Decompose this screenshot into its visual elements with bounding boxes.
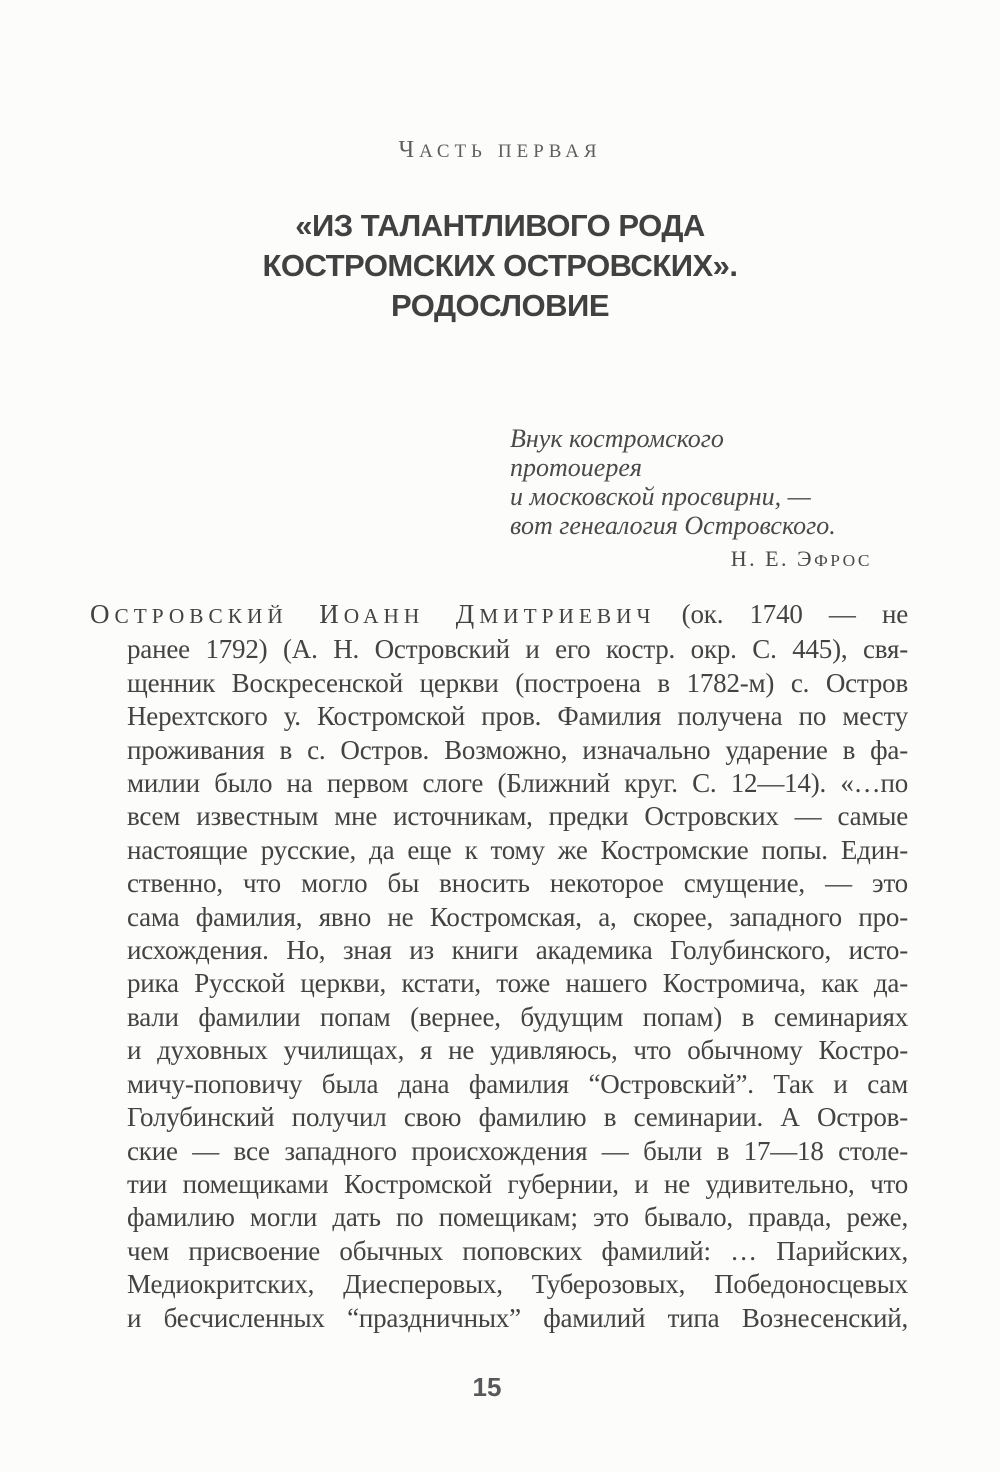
body-line: милии было на первом слоге (Ближний круг. С. 12—14). «…по <box>127 768 908 799</box>
epigraph-line: и московской просвирни, — <box>510 482 811 511</box>
body-line: щенник Воскресенской церкви (построена в 1782-м) с. Остров <box>127 667 908 698</box>
small-caps-glyph: Е <box>765 546 782 571</box>
small-caps-glyph: Р <box>533 141 549 162</box>
small-caps-glyph: А <box>565 141 584 162</box>
small-caps-glyph: О <box>343 604 364 628</box>
small-caps-glyph: И <box>319 599 344 629</box>
body-line: ские — все западного происхождения — были в 17—18 столе- <box>127 1135 908 1166</box>
small-caps-glyph: И <box>616 604 637 628</box>
small-caps-glyph: Э <box>797 546 815 571</box>
small-caps-glyph: М <box>479 604 504 628</box>
entry-headword <box>90 599 655 629</box>
epigraph-line: вот генеалогия Островского. <box>510 511 836 540</box>
body-line: настоящие русские, да еще к тому же Костромские попы. Един- <box>127 834 908 865</box>
chapter-title-line: КОСТРОМСКИХ ОСТРОВСКИХ». <box>262 248 738 283</box>
small-caps-glyph: К <box>227 604 247 628</box>
small-caps-glyph: . <box>781 546 790 571</box>
small-caps-glyph: О <box>90 599 115 629</box>
small-caps-glyph: Ч <box>636 604 656 628</box>
small-caps-glyph: Р <box>541 604 559 628</box>
body-line: фамилию могли дать по помещикам; это бывало, правда, реже, <box>127 1202 908 1233</box>
small-caps-glyph: А <box>363 604 384 628</box>
small-caps-glyph: . <box>749 546 758 571</box>
epigraph-attribution <box>510 546 872 574</box>
page-number: 15 <box>472 1372 502 1402</box>
small-caps-glyph: Т <box>523 604 542 628</box>
body-line: ранее 1792) (А. Н. Островский и его костр. окр. С. 445), свя- <box>127 634 908 665</box>
small-caps-glyph: В <box>189 604 209 628</box>
epigraph-line: Внук костромского <box>510 424 724 453</box>
small-caps-glyph: Ь <box>471 141 487 162</box>
small-caps-glyph: Й <box>267 604 288 628</box>
epigraph-line: протоиерея <box>510 453 642 482</box>
part-heading <box>0 137 1000 165</box>
chapter-title <box>0 206 1000 326</box>
small-caps-glyph: Н <box>383 604 404 628</box>
small-caps-glyph: О <box>842 551 858 570</box>
small-caps-glyph: В <box>596 604 617 628</box>
body-line: Медиокритских, Диесперовых, Туберозовых, Победоносцевых <box>127 1269 908 1300</box>
body-line: и духовных училищах, я не удивляюсь, что обычному Костро- <box>127 1035 908 1066</box>
small-caps-glyph: С <box>208 604 228 628</box>
small-caps-glyph: Р <box>151 604 169 628</box>
body-paragraph <box>90 598 908 1335</box>
small-caps-glyph: С <box>436 141 455 162</box>
body-line: вали фамилии попам (вернее, будущим попам) в семинариях <box>127 1001 908 1032</box>
small-caps-glyph: И <box>247 604 268 628</box>
small-caps-glyph: П <box>497 141 517 162</box>
chapter-title-line: РОДОСЛОВИЕ <box>391 288 609 323</box>
body-line: Нерехтского у. Костромской пров. Фамилия получена по месту <box>127 701 908 732</box>
small-caps-glyph: И <box>558 604 579 628</box>
small-caps-glyph: В <box>548 141 566 162</box>
body-line: Голубинский получил свою фамилию в семинарии. А Остров- <box>127 1102 908 1133</box>
epigraph <box>510 424 872 574</box>
body-line: чем присвоение обычных поповских фамилий: … Парийских, <box>127 1235 908 1266</box>
small-caps-glyph: С <box>114 604 134 628</box>
body-line: сама фамилия, явно не Костромская, а, скорее, западного про- <box>127 901 908 932</box>
body-line: ОСТРОВСКИЙ ИОАНН ДМИТРИЕВИЧ (ок. 1740 — не <box>90 599 909 629</box>
small-caps-glyph: Д <box>455 599 480 629</box>
small-caps-glyph: И <box>503 604 524 628</box>
small-caps-glyph: Ч <box>398 137 420 163</box>
small-caps-glyph: Е <box>516 141 534 162</box>
body-line: проживания в с. Остров. Возможно, изначально ударение в фа- <box>127 734 908 765</box>
body-line: тии помещиками Костромской губернии, и не удивительно, что <box>127 1168 908 1199</box>
small-caps-glyph: О <box>168 604 190 628</box>
body-line: мичу-поповичу была дана фамилия “Островский”. Так и сам <box>127 1068 908 1099</box>
body-line: ственно, что могло бы вносить некоторое смущение, — это <box>127 868 908 899</box>
small-caps-glyph: А <box>419 141 437 162</box>
small-caps-glyph: Н <box>403 604 425 628</box>
small-caps-glyph: Т <box>454 141 472 162</box>
epigraph-lines <box>510 424 872 540</box>
body-line: и бесчисленных “праздничных” фамилий типа Вознесенский, <box>127 1302 908 1333</box>
small-caps-glyph: Я <box>583 141 602 162</box>
small-caps-glyph: Ф <box>814 551 831 570</box>
small-caps-glyph: Т <box>133 604 152 628</box>
small-caps-glyph: Е <box>578 604 597 628</box>
small-caps-glyph: С <box>857 551 872 570</box>
body-line: всем известным мне источникам, предки Островских — самые <box>127 801 908 832</box>
small-caps-glyph: Р <box>830 551 843 570</box>
small-caps-glyph: Н <box>730 546 750 571</box>
chapter-title-line: «ИЗ ТАЛАНТЛИВОГО РОДА <box>295 208 705 243</box>
body-line: рика Русской церкви, кстати, тоже нашего Костромича, как да- <box>127 968 908 999</box>
body-line: исхождения. Но, зная из книги академика Голубинского, исто- <box>127 935 908 966</box>
